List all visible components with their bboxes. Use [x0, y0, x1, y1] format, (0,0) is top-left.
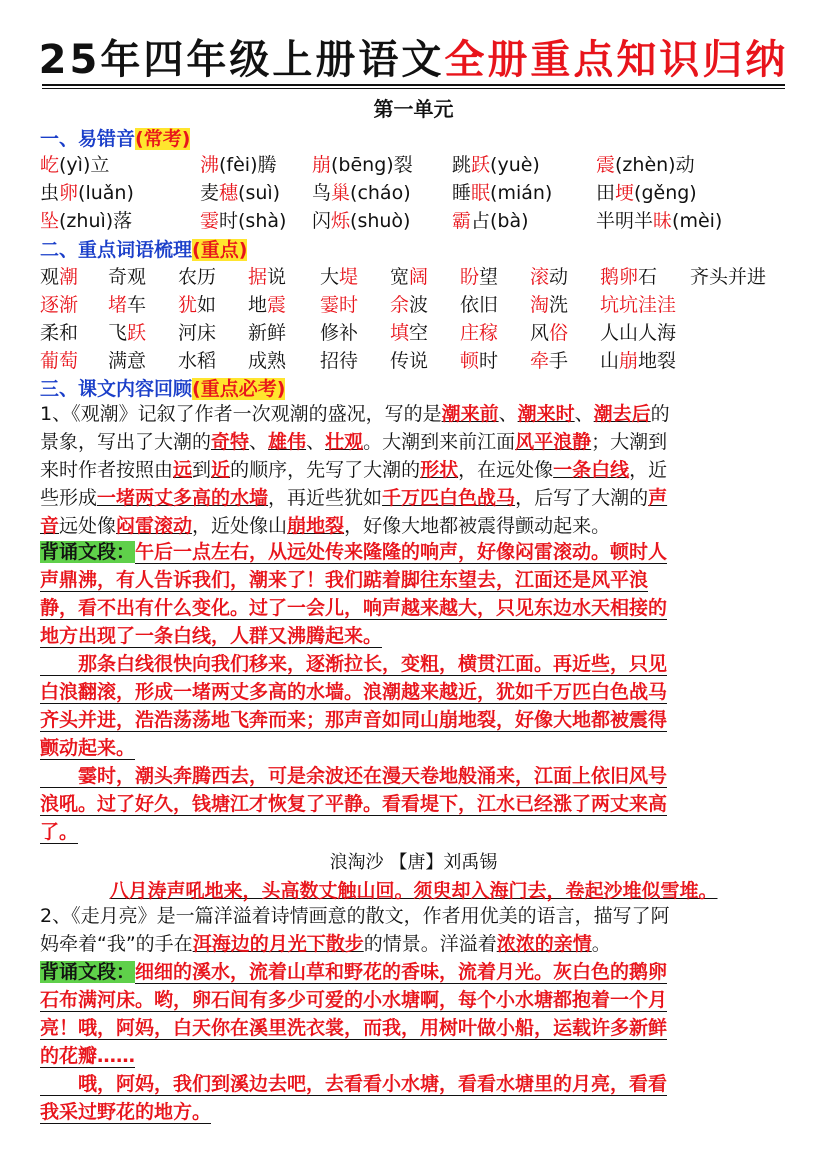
word-key-part: 跃: [127, 322, 147, 344]
word-item: [390, 290, 428, 317]
word-item: [600, 346, 676, 373]
key-phrase: 崩地裂: [287, 515, 345, 537]
text-line: [40, 484, 790, 512]
poem-text: 八月涛声吼地来，头高数丈触山回。须臾却入海门去，卷起沙堆似雪堆。: [109, 880, 718, 902]
word-item: [460, 318, 498, 345]
recite-text: 石布满河床。哟，卵石间有多少可爱的小水塘啊，每个小水塘都抱着一个月: [40, 989, 668, 1011]
word-part: 山: [600, 350, 620, 372]
key-phrase: 潮来前: [441, 403, 499, 425]
key-phrase: 风平浪静: [515, 431, 592, 453]
recite-text: 我采过野花的地方。: [40, 1101, 212, 1123]
text-line: [40, 428, 790, 456]
word-part: 柔和: [40, 322, 79, 344]
pinyin-item: [596, 206, 722, 233]
word-item: [178, 262, 216, 289]
word-part: 望: [479, 266, 499, 288]
pinyin-item: [596, 150, 695, 177]
word-item: [320, 318, 358, 345]
pinyin-char: 屹: [40, 154, 60, 176]
pinyin-char: 卵: [59, 182, 79, 204]
key-phrase: 近: [211, 459, 231, 481]
word-part: 大: [320, 266, 340, 288]
word-key-part: 填: [390, 322, 410, 344]
recite-line: [40, 1098, 790, 1126]
recite-line: [40, 734, 790, 762]
recite-text: 齐头并进，浩浩荡荡地飞奔而来；那声音如同山崩地裂，好像大地都被震得: [40, 709, 668, 731]
recite-text: 颤动起来。: [40, 737, 136, 759]
recite-line: [40, 566, 790, 594]
pinyin-prefix: 睡: [452, 182, 472, 204]
word-item: [40, 346, 78, 373]
recite-zouyueliang: [40, 958, 790, 1126]
word-part: 传说: [390, 350, 429, 372]
paragraph-guanchao: [40, 400, 790, 540]
recite-text: 细细的溪水，流着山草和野花的香味，流着月光。灰白色的鹅卵: [135, 961, 668, 983]
text-line: [40, 456, 790, 484]
pinyin-reading: (zhèn)动: [615, 154, 695, 176]
text-span: ，在远处像: [458, 459, 554, 481]
recite-text: 那条白线很快向我们移来，逐渐拉长，变粗，横贯江面。再近些，只见: [40, 653, 668, 675]
word-part: 洗: [549, 294, 569, 316]
pinyin-item: [452, 206, 529, 233]
pinyin-reading: (yì)立: [59, 154, 110, 176]
word-item: [40, 262, 78, 289]
word-item: [248, 290, 286, 317]
pinyin-char: 烁: [331, 210, 351, 232]
recite-text: 午后一点左右，从远处传来隆隆的响声，好像闷雷滚动。顿时人: [135, 541, 668, 563]
text-span: ；大潮到: [591, 431, 668, 453]
word-item: [320, 262, 358, 289]
word-item: [690, 262, 766, 289]
recite-text: 了。: [40, 821, 79, 843]
word-item: [600, 290, 676, 317]
pinyin-reading: (suì): [238, 182, 281, 204]
pinyin-char: 霸: [452, 210, 472, 232]
text-span: ，再近些犹如: [268, 487, 383, 509]
word-item: [390, 318, 428, 345]
key-phrase: 闷雷滚动: [116, 515, 193, 537]
pinyin-char: 昧: [653, 210, 673, 232]
word-part: 招待: [320, 350, 359, 372]
recite-line: [40, 1070, 790, 1098]
word-part: 河床: [178, 322, 217, 344]
page-title: [0, 28, 827, 85]
section1-tag: (常考): [135, 128, 191, 150]
recite-line: [40, 1042, 790, 1070]
text-line: [40, 400, 790, 428]
text-span: 的: [650, 403, 670, 425]
word-key-part: 崩: [619, 350, 639, 372]
recite-label: 背诵文段：: [40, 961, 136, 983]
word-part: 依旧: [460, 294, 499, 316]
word-key-part: 堵: [108, 294, 128, 316]
word-part: 车: [127, 294, 147, 316]
word-key-part: 潮: [59, 266, 79, 288]
word-part: 飞: [108, 322, 128, 344]
word-part: 如: [197, 294, 217, 316]
pinyin-prefix: 半明半: [596, 210, 654, 232]
recite-text: 声鼎沸，有人告诉我们，潮来了！我们踮着脚往东望去，江面还是风平浪: [40, 569, 649, 591]
word-key-part: 坑坑洼洼: [600, 294, 677, 316]
recite-text: 哦，阿妈，我们到溪边去吧，去看看小水塘，看看水塘里的月亮，看看: [40, 1073, 668, 1095]
word-key-part: 庄稼: [460, 322, 499, 344]
recite-line: [40, 790, 790, 818]
text-span: 、: [498, 403, 518, 425]
pinyin-item: [596, 178, 697, 205]
pinyin-reading: (mèi): [672, 210, 723, 232]
word-key-part: 堤: [339, 266, 359, 288]
text-span: 、: [249, 431, 269, 453]
word-part: 水稻: [178, 350, 217, 372]
key-phrase: 潮来时: [517, 403, 575, 425]
word-key-part: 俗: [549, 322, 569, 344]
word-part: 奇观: [108, 266, 147, 288]
word-item: [248, 346, 286, 373]
pinyin-reading: (bēng)裂: [331, 154, 413, 176]
pinyin-item: [312, 206, 410, 233]
pinyin-reading: (gěng): [634, 182, 697, 204]
word-item: [390, 346, 428, 373]
text-span: 、: [574, 403, 594, 425]
recite-label: 背诵文段：: [40, 541, 136, 563]
pinyin-item: [200, 178, 280, 205]
pinyin-prefix: 麦: [200, 182, 220, 204]
word-part: 新鲜: [248, 322, 287, 344]
word-key-part: 阔: [409, 266, 429, 288]
pinyin-item: [312, 178, 411, 205]
pinyin-reading: (cháo): [350, 182, 411, 204]
text-line: [40, 512, 790, 540]
key-phrase: 壮观: [325, 431, 364, 453]
text-span: 、: [306, 431, 326, 453]
key-phrase: 一条白线: [553, 459, 630, 481]
title-part1: 25年四年级上册语文: [38, 37, 445, 83]
word-item: [460, 346, 498, 373]
recite-text: 地方出现了一条白线，人群又沸腾起来。: [40, 625, 383, 647]
pinyin-item: [40, 206, 132, 233]
unit-heading: 第一单元: [373, 97, 454, 121]
word-item: [530, 262, 568, 289]
word-part: 空: [409, 322, 429, 344]
pinyin-char: 眠: [471, 182, 491, 204]
pinyin-reading: (yuè): [490, 154, 540, 176]
recite-line: [40, 958, 790, 986]
word-part: 风: [530, 322, 550, 344]
pinyin-char: 沸: [200, 154, 220, 176]
pinyin-reading: (zhuì)落: [59, 210, 133, 232]
text-span: 妈牵着“我”的手在: [40, 933, 193, 955]
recite-line: [40, 762, 790, 790]
pinyin-reading: (fèi)腾: [219, 154, 277, 176]
recite-text: 霎时，潮头奔腾西去，可是余波还在漫天卷地般涌来，江面上依旧风号: [40, 765, 668, 787]
pinyin-char: 霎: [200, 210, 220, 232]
recite-line: [40, 818, 790, 846]
recite-line: [40, 594, 790, 622]
key-phrase: 奇特: [211, 431, 250, 453]
word-key-part: 淘: [530, 294, 550, 316]
word-key-part: 犹: [178, 294, 198, 316]
recite-guanchao: [40, 538, 790, 846]
recite-text: 白浪翻滚，形成一堵两丈多高的水墙。浪潮越来越近，犹如千万匹白色战马: [40, 681, 668, 703]
text-span: 景象，写出了大潮的: [40, 431, 212, 453]
text-line: [40, 930, 790, 958]
word-item: [460, 262, 498, 289]
word-part: 动: [549, 266, 569, 288]
word-key-part: 霎时: [320, 294, 359, 316]
recite-text: 的花瓣……: [40, 1045, 136, 1067]
section2-heading-text: 二、重点词语梳理: [40, 239, 193, 261]
recite-line: [40, 650, 790, 678]
title-rule-thin: [42, 88, 785, 89]
word-part: 波: [409, 294, 429, 316]
pinyin-char: 穗: [219, 182, 239, 204]
word-key-part: 震: [267, 294, 287, 316]
word-item: [530, 290, 568, 317]
recite-text: 亮！哦，阿妈，白天你在溪里洗衣裳，而我，用树叶做小船，运载许多新鲜: [40, 1017, 668, 1039]
pinyin-char: 崩: [312, 154, 332, 176]
word-item: [530, 318, 568, 345]
pinyin-prefix: 跳: [452, 154, 472, 176]
word-item: [40, 318, 78, 345]
pinyin-item: [452, 178, 552, 205]
word-key-part: 盼: [460, 266, 480, 288]
text-span: 远处像: [59, 515, 117, 537]
word-key-part: 鹅卵: [600, 266, 639, 288]
pinyin-prefix: 闪: [312, 210, 332, 232]
key-phrase: 千万匹白色战马: [382, 487, 516, 509]
pinyin-char: 埂: [615, 182, 635, 204]
pinyin-reading: (mián): [490, 182, 553, 204]
word-item: [248, 262, 286, 289]
pinyin-reading: 时(shà): [219, 210, 287, 232]
word-item: [178, 346, 216, 373]
poem-line: [0, 876, 827, 903]
recite-text: 静，看不出有什么变化。过了一会儿，响声越来越大，只见东边水天相接的: [40, 597, 668, 619]
word-key-part: 牵: [530, 350, 550, 372]
text-span: ，后写了大潮的: [515, 487, 649, 509]
pinyin-item: [312, 150, 413, 177]
word-item: [320, 290, 358, 317]
text-span: ，好像大地都被震得颤动起来。: [344, 515, 611, 537]
text-span: 。: [591, 933, 611, 955]
word-key-part: 滚: [530, 266, 550, 288]
text-span: 来时作者按照由: [40, 459, 174, 481]
key-phrase: 雄伟: [268, 431, 307, 453]
section1-heading: [40, 124, 190, 151]
recite-line: [40, 706, 790, 734]
word-key-part: 据: [248, 266, 268, 288]
key-phrase: 一堵两丈多高的水墙: [97, 487, 269, 509]
pinyin-prefix: 鸟: [312, 182, 332, 204]
text-span: 到: [192, 459, 212, 481]
word-part: 地裂: [638, 350, 677, 372]
word-item: [108, 290, 146, 317]
section3-heading: [40, 374, 285, 401]
word-part: 石: [638, 266, 658, 288]
pinyin-reading: 占(bà): [471, 210, 529, 232]
recite-line: [40, 1014, 790, 1042]
poem-title: 浪淘沙 【唐】刘禹锡: [329, 852, 498, 873]
word-key-part: 逐渐: [40, 294, 79, 316]
pinyin-reading: (luǎn): [78, 182, 134, 204]
pinyin-prefix: 田: [596, 182, 616, 204]
pinyin-item: [40, 178, 134, 205]
word-part: 时: [479, 350, 499, 372]
key-phrase: 洱海边的月光下散步: [192, 933, 364, 955]
word-item: [390, 262, 428, 289]
word-part: 人山人海: [600, 322, 677, 344]
text-span: 。大潮到来前江面: [363, 431, 516, 453]
text-span: 些形成: [40, 487, 98, 509]
section3-tag: (重点必考): [192, 378, 286, 400]
pinyin-item: [200, 206, 286, 233]
word-part: 地: [248, 294, 268, 316]
key-phrase: 声: [648, 487, 668, 509]
word-item: [40, 290, 78, 317]
pinyin-char: 巢: [331, 182, 351, 204]
word-item: [460, 290, 498, 317]
section2-tag: (重点): [192, 239, 248, 261]
section1-heading-text: 一、易错音: [40, 128, 136, 150]
word-item: [178, 318, 216, 345]
key-phrase: 潮去后: [593, 403, 651, 425]
pinyin-char: 跃: [471, 154, 491, 176]
pinyin-item: [452, 150, 540, 177]
key-phrase: 浓浓的亲情: [496, 933, 592, 955]
pinyin-item: [40, 150, 109, 177]
text-span: 2、《走月亮》是一篇洋溢着诗情画意的散文，作者用优美的语言，描写了阿: [40, 905, 670, 927]
word-part: 手: [549, 350, 569, 372]
word-part: 成熟: [248, 350, 287, 372]
word-item: [178, 290, 216, 317]
recite-line: [40, 622, 790, 650]
text-span: ，近: [629, 459, 668, 481]
pinyin-item: [200, 150, 277, 177]
word-part: 农历: [178, 266, 217, 288]
key-phrase: 音: [40, 515, 60, 537]
pinyin-reading: (shuò): [350, 210, 411, 232]
word-item: [248, 318, 286, 345]
word-item: [108, 318, 146, 345]
text-line: [40, 902, 790, 930]
word-key-part: 葡萄: [40, 350, 79, 372]
key-phrase: 远: [173, 459, 193, 481]
word-part: 观: [40, 266, 60, 288]
recite-text: 浪吼。过了好久，钱塘江才恢复了平静。看看堤下，江水已经涨了两丈来高: [40, 793, 668, 815]
key-phrase: 形状: [420, 459, 459, 481]
section2-heading: [40, 235, 247, 262]
pinyin-char: 震: [596, 154, 616, 176]
word-part: 齐头并进: [690, 266, 767, 288]
word-key-part: 顿: [460, 350, 480, 372]
title-part2: 全册重点知识归纳: [444, 37, 789, 83]
pinyin-char: 坠: [40, 210, 60, 232]
word-key-part: 余: [390, 294, 410, 316]
text-span: 的情景。洋溢着: [363, 933, 497, 955]
section3-heading-text: 三、课文内容回顾: [40, 378, 193, 400]
word-item: [108, 262, 146, 289]
word-item: [530, 346, 568, 373]
text-span: 1、《观潮》记叙了作者一次观潮的盛况，写的是: [40, 403, 442, 425]
word-part: 修补: [320, 322, 359, 344]
recite-line: [40, 986, 790, 1014]
recite-line: [40, 678, 790, 706]
text-span: 的顺序，先写了大潮的: [230, 459, 421, 481]
paragraph-zouyueliang: [40, 902, 790, 958]
word-part: 宽: [390, 266, 410, 288]
text-span: ，近处像山: [192, 515, 288, 537]
word-item: [600, 262, 657, 289]
word-part: 满意: [108, 350, 147, 372]
word-item: [600, 318, 676, 345]
pinyin-prefix: 虫: [40, 182, 60, 204]
recite-line: [40, 538, 790, 566]
word-item: [108, 346, 146, 373]
word-part: 说: [267, 266, 287, 288]
title-rule: [42, 84, 785, 86]
word-item: [320, 346, 358, 373]
